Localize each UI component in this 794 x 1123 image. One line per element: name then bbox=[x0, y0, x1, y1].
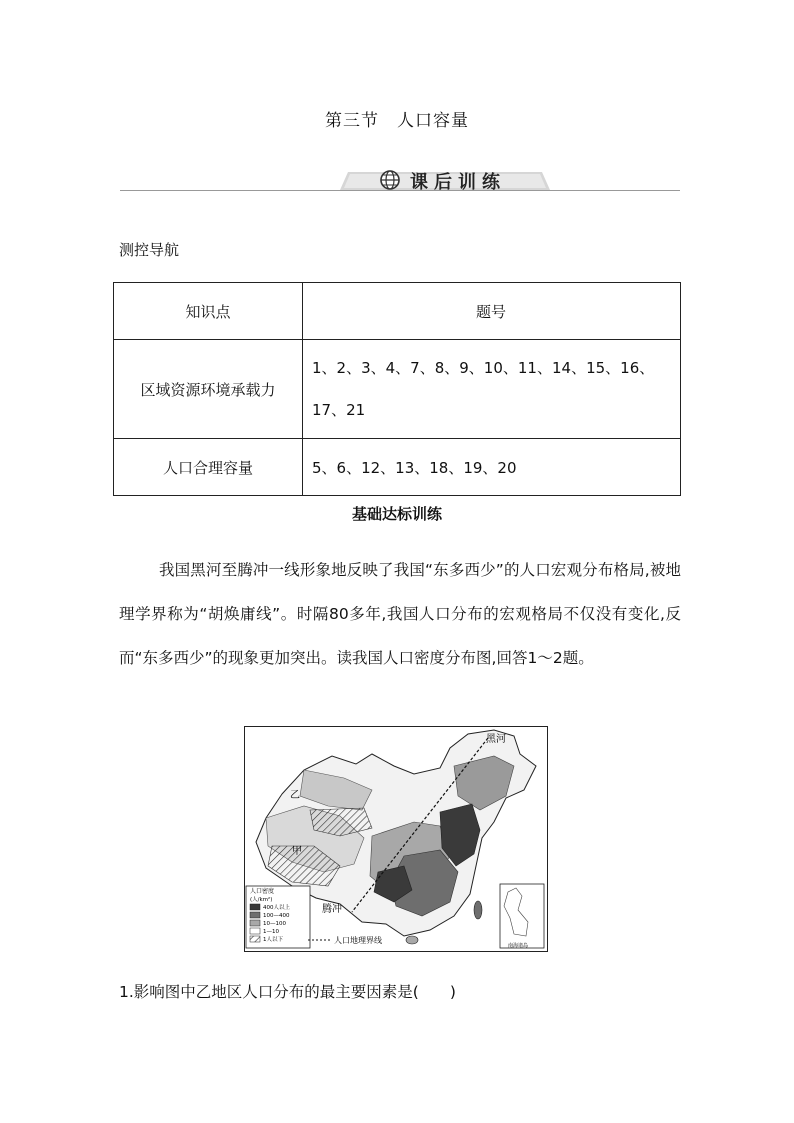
legend-unit: (人/km²) bbox=[250, 897, 273, 903]
numbers-line: 1、2、3、4、7、8、9、10、11、14、15、16、 bbox=[312, 359, 655, 377]
table-header-topic: 知识点 bbox=[114, 283, 303, 340]
table-cell-numbers bbox=[303, 340, 681, 439]
label-jia: 甲 bbox=[292, 846, 302, 857]
banner bbox=[340, 168, 550, 192]
table-cell-numbers: 5、6、12、13、18、19、20 bbox=[303, 439, 681, 496]
question-1: 1.影响图中乙地区人口分布的最主要因素是( ) bbox=[119, 983, 456, 1001]
legend-item: 1—10 bbox=[263, 929, 279, 935]
section-label: 测控导航 bbox=[119, 241, 180, 259]
label-yi: 乙 bbox=[290, 790, 300, 801]
intro-paragraph: 我国黑河至腾冲一线形象地反映了我国“东多西少”的人口宏观分布格局,被地理学界称为“胡焕庸线”。时隔80多年,我国人口分布的宏观格局不仅没有变化,反而“东多西少”的现象更加突出。读我国人口密度分布图,回答1～2题。 bbox=[119, 561, 681, 667]
numbers-line: 17、21 bbox=[312, 401, 366, 419]
legend-item: 400人以上 bbox=[263, 905, 290, 911]
map-figure bbox=[244, 726, 548, 952]
table-header-row bbox=[114, 283, 681, 340]
legend-item: 1人以下 bbox=[263, 937, 283, 943]
label-inset: 南海诸岛 bbox=[508, 943, 529, 949]
navigation-table bbox=[113, 282, 681, 496]
label-heihe: 黑河 bbox=[486, 734, 506, 745]
table-row bbox=[114, 340, 681, 439]
page-title: 第三节 人口容量 bbox=[325, 111, 469, 131]
legend-item: 100—400 bbox=[263, 913, 290, 919]
table-row bbox=[114, 439, 681, 496]
table-cell-topic: 人口合理容量 bbox=[114, 439, 303, 496]
table-header-numbers: 题号 bbox=[303, 283, 681, 340]
label-tengchong: 腾冲 bbox=[322, 904, 342, 915]
globe-icon bbox=[378, 168, 402, 192]
label-boundary-line: 人口地理界线 bbox=[334, 936, 382, 945]
banner-label: 课后训练 bbox=[410, 172, 506, 193]
legend-title: 人口密度 bbox=[250, 888, 275, 895]
population-density-map bbox=[244, 726, 548, 952]
subheading: 基础达标训练 bbox=[351, 505, 442, 523]
legend-item: 10—100 bbox=[263, 921, 286, 927]
table-cell-topic: 区域资源环境承载力 bbox=[114, 340, 303, 439]
